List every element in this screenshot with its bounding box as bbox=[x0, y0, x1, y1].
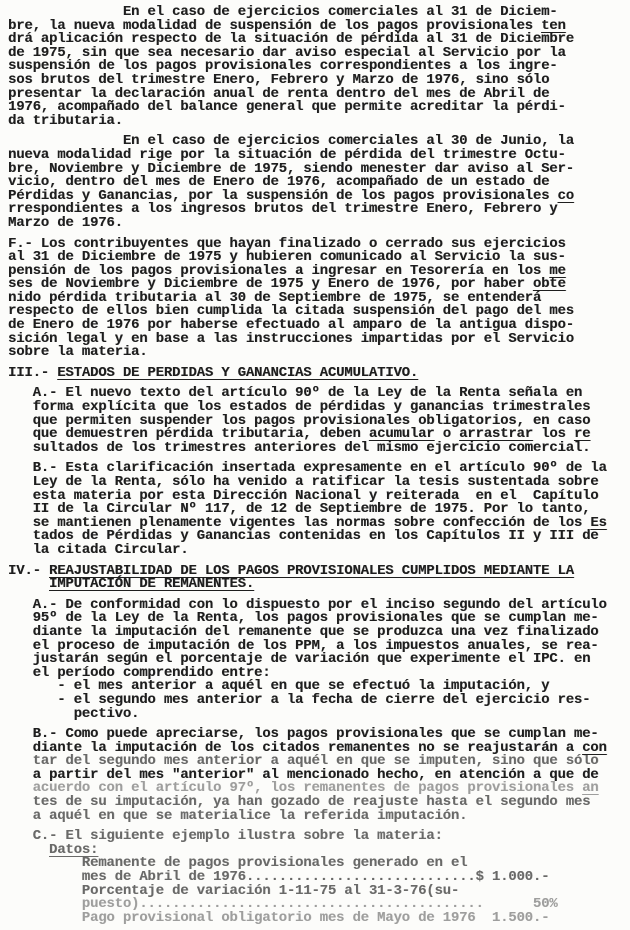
text-segment: el proceso de imputación de los PPM, a los impuestos anuales, se rea- bbox=[8, 637, 599, 654]
text-line bbox=[8, 830, 630, 844]
text-segment: respecto de ellos bien cumplida la citada suspensión del pago del mes bbox=[8, 303, 574, 320]
text-segment: tes de su imputación, ya han gozado de reajuste hasta el segundo mes bbox=[8, 794, 591, 811]
text-segment: - el segundo mes anterior a la fecha de cierre del ejercicio res- bbox=[8, 691, 591, 708]
text-segment: III.- bbox=[8, 364, 58, 381]
text-segment: A.- El nuevo texto del artículo 90º de la Ley de la Renta señala en bbox=[8, 385, 583, 402]
text-segment: la citada Circular. bbox=[8, 541, 189, 558]
text-segment: justarán según el porcentaje de variación que experimente el IPC. en bbox=[8, 651, 591, 668]
text-segment: sos brutos del trimestre Enero, Febrero y Marzo de 1976, sino sólo bbox=[8, 71, 550, 88]
text-segment: que demuestren pérdida tributaria, deben bbox=[8, 426, 369, 443]
text-segment: 1976, acompañado del balance general que permite acreditar la pérdi- bbox=[8, 99, 566, 116]
text-segment: acuerdo con el artículo 97º, los remanentes de pagos provisionales bbox=[8, 780, 583, 797]
text-segment: IV.- bbox=[8, 562, 50, 579]
text-segment: bre, la nueva modalidad de suspensión de los pagos provisionales bbox=[8, 17, 542, 34]
text-segment: Pérdidas y Ganancias, por la suspensión de los pagos provisionales bbox=[8, 187, 558, 204]
text-segment: sultados de los trimestres anteriores del mismo ejercicio comercial. bbox=[8, 439, 591, 456]
text-segment: Porcentaje de variación 1-11-75 al 31-3-76(su- bbox=[8, 882, 460, 899]
text-line bbox=[8, 214, 630, 231]
text-segment: que permiten suspender los pagos provisionales obligatorios, en caso bbox=[8, 412, 591, 429]
text-segment: sobre la materia. bbox=[8, 344, 148, 361]
text-segment: al 31 de Diciembre de 1975 y hubieren comunicado al Servicio la sus- bbox=[8, 249, 566, 266]
text-segment: diante la imputación del remanente que se produzca una vez finalizado bbox=[8, 623, 599, 640]
underlined-text-segment: co bbox=[557, 187, 574, 204]
text-segment: tados de Pérdidas y Ganancias contenidas en los Capítulos II y III de bbox=[8, 528, 599, 545]
text-line bbox=[8, 439, 630, 456]
text-segment: A.- De conformidad con lo dispuesto por el inciso segundo del artículo bbox=[8, 596, 607, 613]
text-segment: de Enero de 1976 por haberse efectuado al amparo de la antigua dispo- bbox=[8, 317, 574, 334]
text-segment: el período comprendido entre: bbox=[8, 664, 271, 681]
underlined-text-segment: acumular bbox=[368, 426, 435, 443]
underlined-text-segment: me bbox=[549, 262, 566, 279]
text-segment: rrespondientes a los ingresos brutos del trimestre Enero, Febrero y bbox=[8, 201, 558, 218]
text-line bbox=[8, 807, 630, 824]
text-segment: forma explícita que los estados de pérdidas y ganancias trimestrales bbox=[8, 399, 591, 416]
text-segment: puesto).......................................... 50% bbox=[8, 896, 558, 913]
text-segment bbox=[8, 576, 49, 592]
text-segment: se mantienen plenamente vigentes las normas sobre confección de los bbox=[8, 514, 591, 531]
underlined-text-segment: REAJUSTABILIDAD DE LOS PAGOS PROVISIONALES CUMPLIDOS MEDIANTE LA bbox=[49, 562, 574, 579]
text-segment: da tributaria. bbox=[8, 112, 123, 129]
underlined-text-segment: ESTADOS DE PERDIDAS Y GANANCIAS ACUMULATIVO. bbox=[57, 364, 419, 381]
text-segment: Ley de la Renta, sólo ha venido a ratificar la tesis sustentada sobre bbox=[8, 474, 599, 490]
text-segment: bre, Noviembre y Diciembre de 1975, siendo menester dar aviso al Ser- bbox=[8, 160, 574, 177]
text-segment: nido pérdida tributaria al 30 de Septiembre de 1975, se entenderá bbox=[8, 289, 542, 306]
text-segment: tar del segundo mes anterior a aquél en que se imputen, sino que sólo bbox=[8, 753, 599, 770]
text-line bbox=[8, 541, 630, 558]
text-segment: drá aplicación respecto de la situación de pérdida al 31 de Diciembre bbox=[8, 31, 574, 48]
text-segment: En el caso de ejercicios comerciales al 30 de Junio, la bbox=[8, 133, 574, 150]
text-segment: F.- Los contribuyentes que hayan finalizado o cerrado sus ejercicios bbox=[8, 235, 566, 252]
text-segment: los bbox=[532, 426, 574, 443]
text-line bbox=[8, 364, 630, 381]
text-line bbox=[8, 909, 630, 926]
underlined-text-segment: IMPUTACIÓN DE REMANENTES. bbox=[49, 576, 255, 593]
text-segment: pensión de los pagos provisionales a ingresar en Tesorería en los bbox=[8, 262, 550, 279]
text-segment: II de la Circular Nº 117, de 12 de Septiembre de 1975. Por lo tanto, bbox=[8, 501, 591, 518]
text-segment: a aquél en que se materialice la referida imputación. bbox=[8, 807, 468, 824]
text-segment: Remanente de pagos provisionales generado en el bbox=[8, 855, 468, 872]
text-segment: mes de Abril de 1976............................$ 1.000.- bbox=[8, 869, 550, 886]
underlined-text-segment: ten bbox=[541, 17, 566, 34]
underlined-text-segment: arrastrar bbox=[459, 426, 533, 443]
underlined-text-segment: obte bbox=[532, 276, 566, 293]
text-segment: o bbox=[434, 426, 460, 443]
text-segment: esta materia por esta Dirección Nacional y reiterada en el Capítulo bbox=[8, 487, 599, 504]
text-segment: 95º de la Ley de la Renta, los pagos provisionales que se cumplan me- bbox=[8, 610, 599, 627]
text-segment: de 1975, sin que sea necesario dar aviso especial al Servicio por la bbox=[8, 44, 566, 61]
text-line bbox=[8, 112, 630, 129]
text-line bbox=[8, 705, 630, 722]
text-segment: C.- El siguiente ejemplo ilustra sobre la materia: bbox=[8, 828, 443, 845]
text-segment: pectivo. bbox=[8, 705, 140, 722]
text-segment: Marzo de 1976. bbox=[8, 214, 123, 231]
text-segment: Pago provisional obligatorio mes de Mayo de 1976 1.500.- bbox=[8, 909, 550, 926]
text-line bbox=[8, 578, 630, 592]
text-segment: B.- Como puede apreciarse, los pagos provisionales que se cumplan me- bbox=[8, 726, 599, 743]
underlined-text-segment: Es bbox=[590, 514, 607, 531]
text-segment: diante la imputación de los citados remanentes no se reajustarán a bbox=[8, 739, 583, 756]
text-segment: presentar la declaración anual de renta dentro del mes de Abril de bbox=[8, 85, 550, 102]
text-segment: a partir del mes "anterior" al mencionado hecho, en atención a que de bbox=[8, 766, 599, 783]
underlined-text-segment: re bbox=[573, 426, 591, 443]
text-segment: suspensión de los pagos provisionales correspondientes a los ingre- bbox=[8, 58, 558, 75]
underlined-text-segment: Datos: bbox=[49, 841, 99, 858]
text-line bbox=[8, 755, 630, 769]
text-segment: sición legal y en base a las instrucciones impartidas por el Servicio bbox=[8, 330, 574, 347]
text-segment: - el mes anterior a aquél en que se efectuó la imputación, y bbox=[8, 678, 550, 695]
text-segment: ses de Noviembre y Diciembre de 1975 y Enero de 1976, por haber bbox=[8, 276, 533, 293]
text-segment: B.- Esta clarificación insertada expresamente en el artículo 90º de la bbox=[8, 460, 607, 477]
text-segment: En el caso de ejercicios comerciales al 31 de Diciem- bbox=[8, 4, 558, 20]
text-segment: vicio, dentro del mes de Enero de 1976, acompañado de un estado de bbox=[8, 174, 550, 191]
underlined-text-segment: con bbox=[582, 739, 607, 756]
text-line bbox=[8, 346, 630, 360]
underlined-text-segment: an bbox=[582, 780, 599, 797]
text-segment: nueva modalidad rige por la situación de pérdida del trimestre Octu- bbox=[8, 146, 566, 163]
